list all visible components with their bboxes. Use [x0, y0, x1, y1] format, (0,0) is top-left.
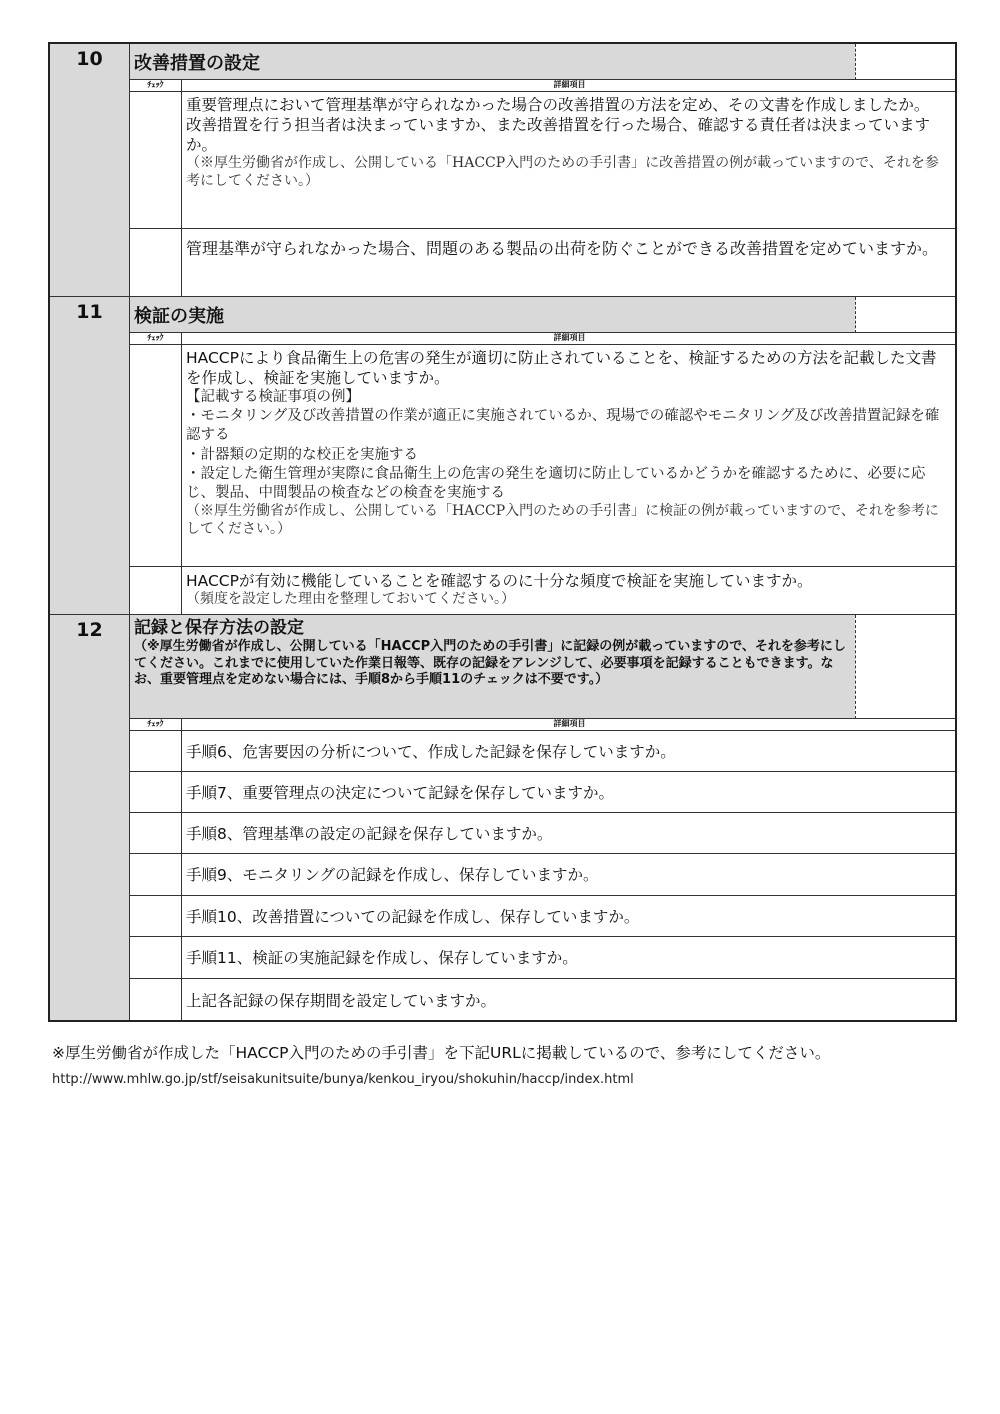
header-check: ﾁｪｯｸ — [130, 80, 182, 92]
step-number-text: 10 — [76, 48, 103, 70]
step-title-text: 記録と保存方法の設定 — [134, 618, 304, 638]
step-result-box — [855, 297, 957, 333]
checkbox-cell[interactable] — [130, 813, 182, 854]
checkbox-cell[interactable] — [130, 979, 182, 1022]
item-text: 手順11、検証の実施記録を作成し、保存していますか。 — [186, 949, 578, 967]
item-text: HACCPが有効に機能していることを確認するのに十分な頻度で検証を実施していますか。 — [186, 572, 813, 590]
checklist-item — [182, 772, 957, 813]
checklist-item — [182, 92, 957, 229]
checkbox-cell[interactable] — [130, 731, 182, 772]
step-number-text: 11 — [76, 301, 103, 323]
item-text: 管理基準が守られなかった場合、問題のある製品の出荷を防ぐことができる改善措置を定めていますか。 — [186, 239, 939, 258]
checkbox-cell[interactable] — [130, 896, 182, 937]
checklist-item — [182, 229, 957, 297]
item-list-entry: ・設定した衛生管理が実際に食品衛生上の危害の発生を適切に防止しているかどうかを確認するために、必要に応じ、製品、中間製品の検査などの検査を実施する — [186, 465, 926, 502]
checklist-item — [182, 345, 957, 567]
checklist-item — [182, 937, 957, 979]
footer-note: ※厚生労働省が作成した「HACCP入門のための手引書」を下記URLに掲載しているので、参考にしてください。 — [52, 1044, 831, 1062]
checkbox-cell[interactable] — [130, 772, 182, 813]
header-check: ﾁｪｯｸ — [130, 333, 182, 345]
header-detail: 詳細項目 — [182, 719, 957, 731]
item-text: 重要管理点において管理基準が守られなかった場合の改善措置の方法を定め、その文書を作成しましたか。 — [186, 96, 930, 114]
checkbox-cell[interactable] — [130, 229, 182, 297]
step-number-11 — [50, 297, 130, 615]
item-text: 手順7、重要管理点の決定について記録を保存していますか。 — [186, 783, 615, 802]
step-title-note: （※厚生労働省が作成し、公開している「HACCP入門のための手引書」に記録の例が載っていますので、それを参考にしてください。これまでに使用していた作業日報等、既存の記録をアレンジして、必要事項を記録することもできます。なお、重要管理点を定めない場合には、手順8から手順11のチェックは不要です。） — [134, 639, 846, 687]
item-list-entry: 【記載する検証事項の例】 — [186, 389, 360, 405]
step-number-text: 12 — [76, 619, 103, 641]
item-text: 改善措置を行う担当者は決まっていますか、また改善措置を行った場合、確認する責任者は決まっていますか。 — [186, 116, 931, 154]
item-note: （頻度を設定した理由を整理しておいてください。） — [186, 591, 515, 607]
step-title-text: 改善措置の設定 — [134, 52, 260, 74]
checklist-table — [48, 42, 957, 1022]
checkbox-cell[interactable] — [130, 854, 182, 896]
header-detail: 詳細項目 — [182, 333, 957, 345]
item-note: （※厚生労働省が作成し、公開している「HACCP入門のための手引書」に検証の例が載っていますので、それを参考にしてください。） — [186, 503, 939, 537]
checkbox-cell[interactable] — [130, 92, 182, 229]
item-text: 手順8、管理基準の設定の記録を保存していますか。 — [186, 824, 553, 843]
checklist-item — [182, 979, 957, 1022]
checkbox-cell[interactable] — [130, 937, 182, 979]
checklist-item — [182, 896, 957, 937]
step-result-box — [855, 44, 957, 80]
header-check: ﾁｪｯｸ — [130, 719, 182, 731]
checkbox-cell[interactable] — [130, 567, 182, 615]
item-text: 手順10、改善措置についての記録を作成し、保存していますか。 — [186, 907, 640, 926]
item-text: 手順9、モニタリングの記録を作成し、保存していますか。 — [186, 866, 599, 884]
item-list-entry: ・計器類の定期的な校正を実施する — [186, 446, 418, 463]
footer-url[interactable]: http://www.mhlw.go.jp/stf/seisakunitsuite/bunya/kenkou_iryou/shokuhin/haccp/index.html — [52, 1072, 634, 1087]
step-title-11 — [130, 297, 957, 333]
item-text: HACCPにより食品衛生上の危害の発生が適切に防止されていることを、検証するための方法を記載した文書を作成し、検証を実施していますか。 — [186, 349, 937, 387]
step-number-12 — [50, 615, 130, 1022]
checklist-item — [182, 731, 957, 772]
step-title-12 — [130, 615, 957, 719]
checklist-item — [182, 567, 957, 615]
step-result-box — [855, 615, 957, 719]
checklist-item — [182, 813, 957, 854]
step-title-text: 検証の実施 — [134, 305, 224, 327]
item-text: 上記各記録の保存期間を設定していますか。 — [186, 992, 497, 1010]
checklist-item — [182, 854, 957, 896]
item-text: 手順6、危害要因の分析について、作成した記録を保存していますか。 — [186, 742, 676, 761]
header-detail: 詳細項目 — [182, 80, 957, 92]
item-list-entry: ・モニタリング及び改善措置の作業が適正に実施されているか、現場での確認やモニタリング及び改善措置記録を確認する — [186, 408, 940, 444]
step-number-10 — [50, 44, 130, 297]
checkbox-cell[interactable] — [130, 345, 182, 567]
step-title-10 — [130, 44, 957, 80]
item-note: （※厚生労働省が作成し、公開している「HACCP入門のための手引書」に改善措置の例が載っていますので、それを参考にしてください。） — [186, 155, 939, 189]
